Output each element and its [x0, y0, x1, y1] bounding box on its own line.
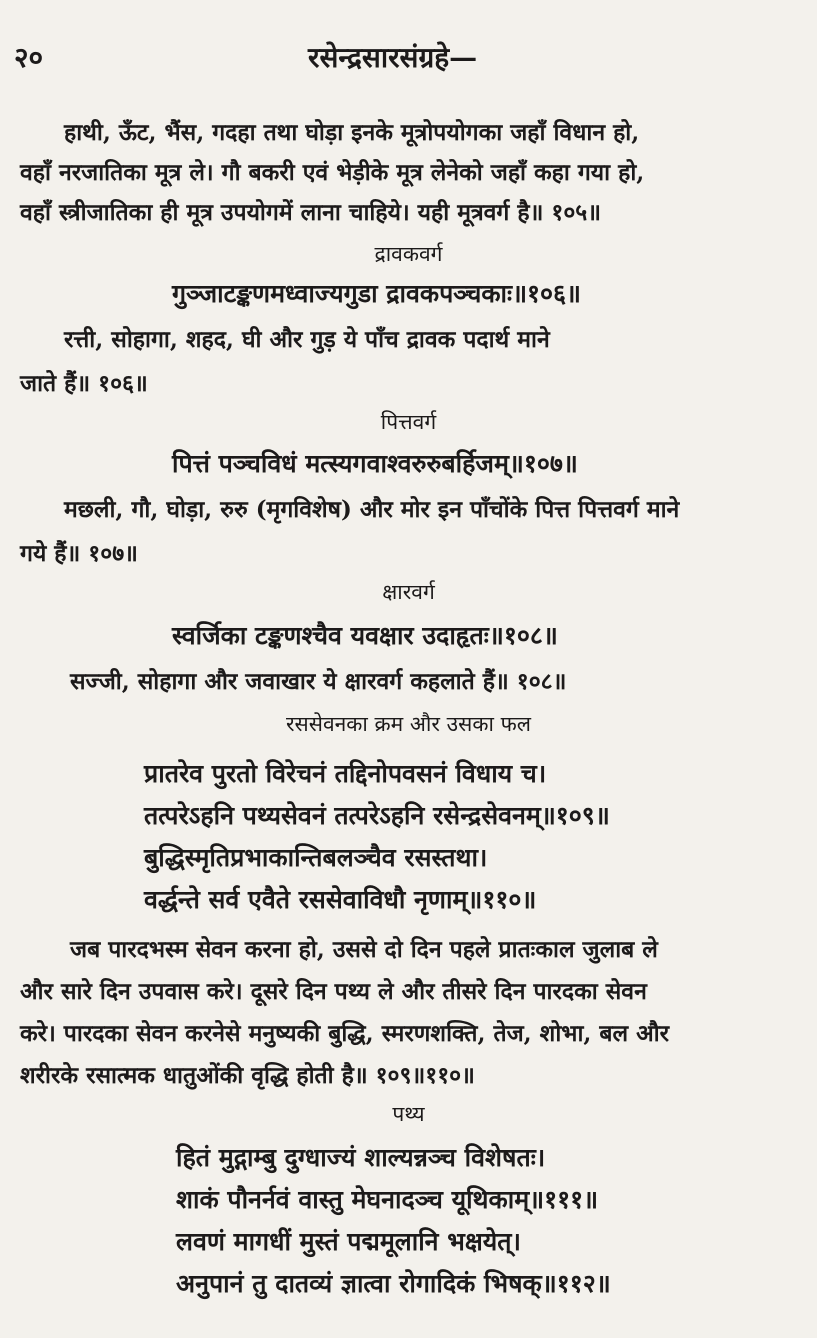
- page-number: २०: [14, 41, 44, 74]
- paragraph-line: गये हैं॥ १०७॥: [20, 540, 138, 567]
- verse-line: वर्द्धन्ते सर्व एवैते रससेवाविधौ नृणाम्॥११०॥: [144, 885, 537, 914]
- verse-line: स्वर्जिका टङ्कणश्चैव यवक्षार उदाहृतः॥१०८॥: [172, 621, 558, 650]
- verse-line: गुञ्जाटङ्कणमध्वाज्यगुडा द्रावकपञ्चकाः॥१०६॥: [172, 279, 582, 308]
- section-heading-dravaka: द्रावकवर्ग: [374, 242, 443, 266]
- verse-line: लवणं मागधीं मुस्तं पद्ममूलानि भक्षयेत्।: [176, 1227, 521, 1256]
- verse-line: हितं मुद्गाम्बु दुग्धाज्यं शाल्यन्नञ्च विशेषतः।: [176, 1143, 546, 1172]
- paragraph-line: और सारे दिन उपवास करे। दूसरे दिन पथ्य ले और तीसरे दिन पारदका सेवन: [20, 978, 647, 1005]
- verse-line: बुद्धिस्मृतिप्रभाकान्तिबलञ्चैव रसस्तथा।: [144, 843, 488, 872]
- paragraph-line: जब पारदभस्म सेवन करना हो, उससे दो दिन पहले प्रातःकाल जुलाब ले: [70, 936, 658, 963]
- verse-line: तत्परेऽहनि पथ्यसेवनं तत्परेऽहनि रसेन्द्रसेवनम्॥१०९॥: [144, 801, 610, 830]
- verse-line: अनुपानं तु दातव्यं ज्ञात्वा रोगादिकं भिषक्॥११२॥: [176, 1269, 611, 1298]
- paragraph-line: रत्ती, सोहागा, शहद, घी और गुड़ ये पाँच द्रावक पदार्थ माने: [64, 326, 550, 353]
- paragraph-line: वहाँ नरजातिका मूत्र ले। गौ बकरी एवं भेड़ीके मूत्र लेनेको जहाँ कहा गया हो,: [20, 159, 645, 186]
- paragraph-line: शरीरके रसात्मक धातुओंकी वृद्धि होती है॥ १०९॥११०॥: [20, 1062, 475, 1089]
- section-heading-kshara: क्षारवर्ग: [382, 580, 435, 604]
- paragraph-line: हाथी, ऊँट, भैंस, गदहा तथा घोड़ा इनके मूत्रोपयोगका जहाँ विधान हो,: [64, 119, 640, 146]
- paragraph-line: जाते हैं॥ १०६॥: [20, 370, 148, 397]
- section-heading-pitta: पित्तवर्ग: [380, 410, 437, 434]
- paragraph-line: करे। पारदका सेवन करनेसे मनुष्यकी बुद्धि, स्मरणशक्ति, तेज, शोभा, बल और: [20, 1020, 670, 1047]
- paragraph-line: मछली, गौ, घोड़ा, रुरु (मृगविशेष) और मोर इन पाँचोंके पित्त पित्तवर्ग माने: [64, 496, 680, 523]
- verse-line: पित्तं पञ्चविधं मत्स्यगवाश्वरुरुबर्हिजम्॥१०७॥: [172, 449, 578, 478]
- paragraph-line: वहाँ स्त्रीजातिका ही मूत्र उपयोगमें लाना चाहिये। यही मूत्रवर्ग है॥ १०५॥: [20, 199, 602, 226]
- section-heading-rasasevana: रससेवनका क्रम और उसका फल: [285, 712, 532, 736]
- verse-line: शाकं पौनर्नवं वास्तु मेघनादञ्च यूथिकाम्॥१११॥: [176, 1185, 599, 1214]
- section-heading-pathya: पथ्य: [392, 1102, 425, 1126]
- running-title: रसेन्द्रसारसंग्रहे—: [308, 41, 478, 74]
- paragraph-line: सज्जी, सोहागा और जवाखार ये क्षारवर्ग कहलाते हैं॥ १०८॥: [70, 668, 567, 695]
- verse-line: प्रातरेव पुरतो विरेचनं तद्दिनोपवसनं विधाय च।: [144, 759, 547, 788]
